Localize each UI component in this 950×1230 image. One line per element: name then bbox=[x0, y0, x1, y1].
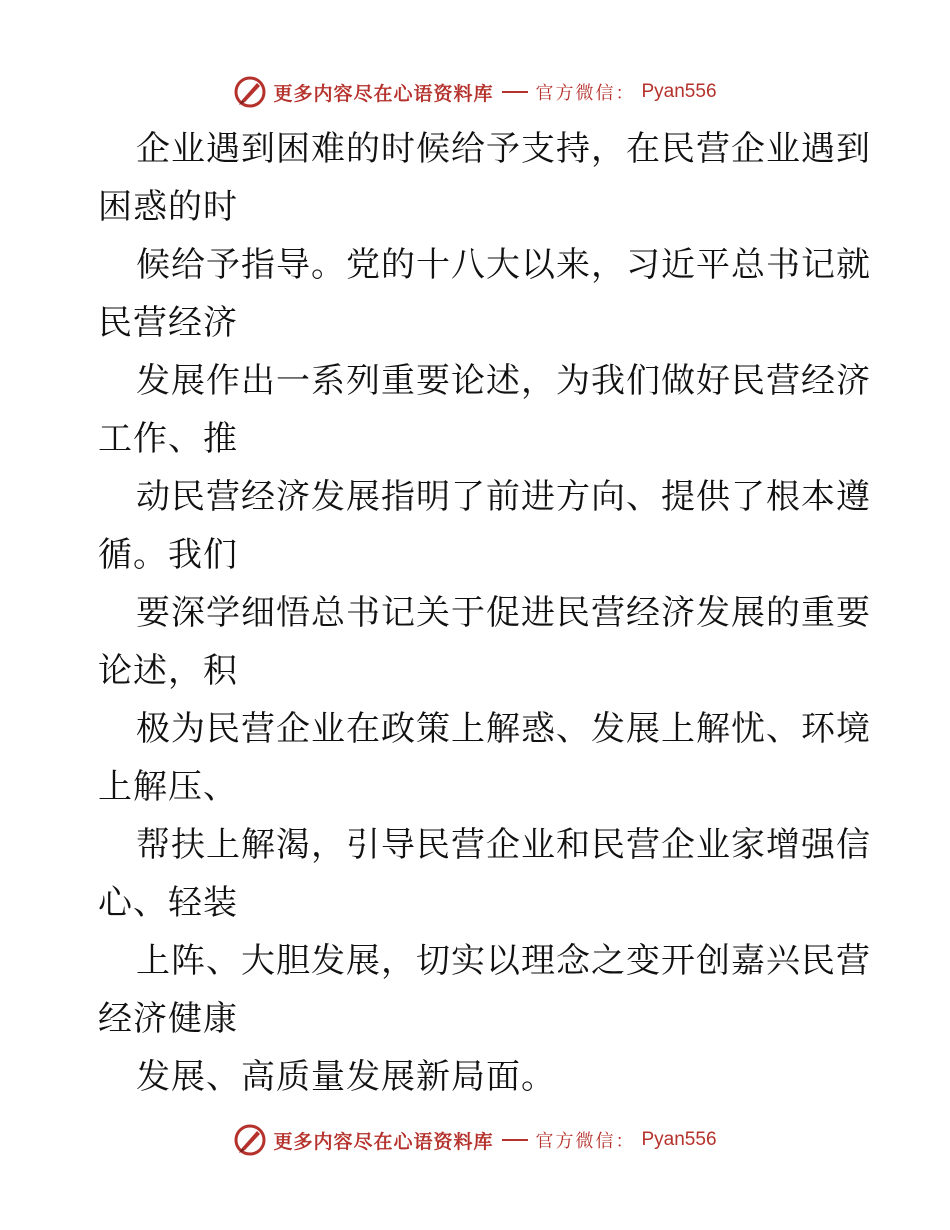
header-banner-wechat-id: Pyan556 bbox=[641, 81, 717, 102]
body-line: 要深学细悟总书记关于促进民营经济发展的重要 bbox=[136, 593, 871, 633]
body-line: 论述，积 bbox=[98, 651, 238, 691]
header-watermark-banner bbox=[0, 70, 950, 114]
body-line: 上阵、大胆发展，切实以理念之变开创嘉兴民营 bbox=[136, 941, 871, 981]
footer-banner-main-text: 更多内容尽在心语资料库 bbox=[273, 1130, 494, 1153]
body-line: 帮扶上解渴，引导民营企业和民营企业家增强信 bbox=[136, 825, 871, 865]
footer-banner-wechat-id: Pyan556 bbox=[641, 1129, 717, 1150]
body-line: 候给予指导。党的十八大以来，习近平总书记就 bbox=[136, 245, 871, 285]
body-line: 经济健康 bbox=[98, 999, 238, 1039]
body-line: 上解压、 bbox=[98, 767, 238, 807]
header-banner-main-text: 更多内容尽在心语资料库 bbox=[273, 82, 494, 105]
quill-logo-icon bbox=[233, 75, 267, 109]
footer-watermark-banner bbox=[0, 1118, 950, 1162]
body-line: 困惑的时 bbox=[98, 187, 238, 227]
footer-banner-separator bbox=[502, 1139, 528, 1141]
body-line: 发展、高质量发展新局面。 bbox=[136, 1057, 556, 1097]
document-body bbox=[98, 120, 871, 1106]
body-line: 民营经济 bbox=[98, 303, 238, 343]
footer-banner-official-label: 官方微信： bbox=[535, 1131, 636, 1152]
body-line: 极为民营企业在政策上解惑、发展上解忧、环境 bbox=[136, 709, 871, 749]
quill-logo-icon bbox=[233, 1123, 267, 1157]
body-line: 循。我们 bbox=[98, 535, 238, 575]
body-line: 心、轻装 bbox=[98, 883, 238, 923]
body-line: 工作、推 bbox=[98, 419, 238, 459]
header-banner-separator bbox=[502, 91, 528, 93]
header-banner-official-label: 官方微信： bbox=[535, 83, 636, 104]
body-line: 发展作出一系列重要论述，为我们做好民营经济 bbox=[136, 361, 871, 401]
body-line: 动民营经济发展指明了前进方向、提供了根本遵 bbox=[136, 477, 871, 517]
body-line: 企业遇到困难的时候给予支持，在民营企业遇到 bbox=[136, 129, 871, 169]
